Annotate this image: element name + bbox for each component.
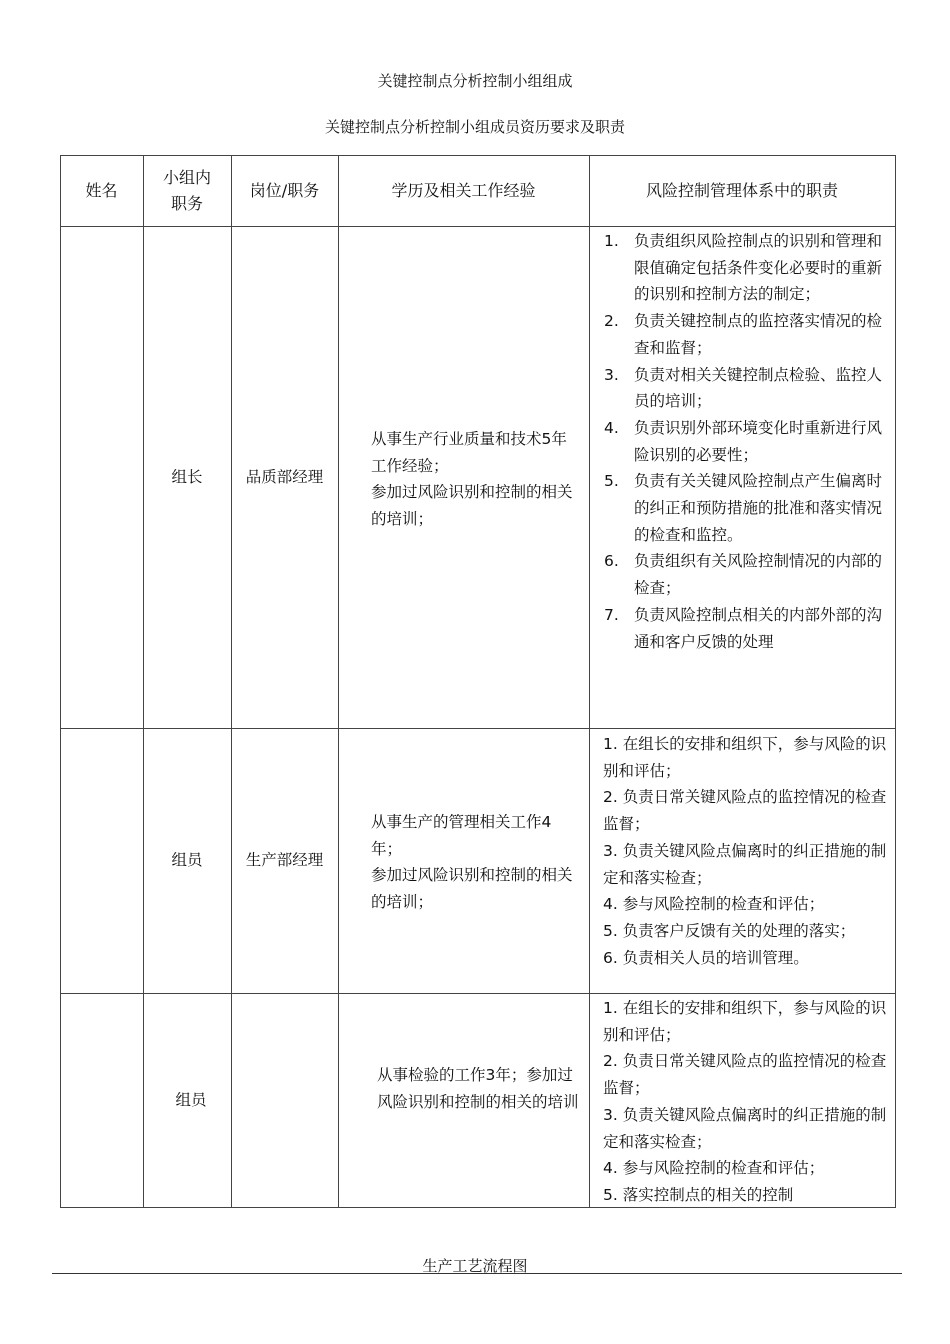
responsibility-list	[603, 731, 889, 992]
list-item: 2. 负责关键控制点的监控落实情况的检查和监督；	[604, 312, 883, 357]
list-item: 1. 负责组织风险控制点的识别和管理和限值确定包括条件变化必要时的重新的识别和控制方法的制定；	[604, 232, 883, 304]
list-item: 5. 落实控制点的相关的控制	[603, 1185, 794, 1204]
member-role: 组员	[171, 851, 203, 870]
header-responsibilities: 风险控制管理体系中的职责	[645, 180, 838, 200]
list-item: 4. 参与风险控制的检查和评估；	[603, 1159, 825, 1178]
list-item: 3. 负责关键风险点偏离时的纠正措施的制定和落实检查；	[603, 841, 887, 887]
responsibility-list	[603, 995, 889, 1206]
header-position: 岗位/职务	[249, 180, 320, 200]
table-title: 关键控制点分析控制小组成员资历要求及职责	[324, 118, 625, 136]
member-position: 生产部经理	[245, 851, 324, 870]
list-item: 7. 负责风险控制点相关的内部外部的沟通和客户反馈的处理	[604, 605, 883, 651]
header-name: 姓名	[85, 180, 118, 200]
list-item: 5. 负责有关关键风险控制点产生偏离时的纠正和预防措施的批准和落实情况的检查和监控。	[604, 472, 883, 544]
member-position: 品质部经理	[245, 467, 324, 486]
member-experience: 从事生产的管理相关工作4年； 参加过风险识别和控制的相关的培训；	[371, 813, 573, 912]
list-item: 1. 在组长的安排和组织下，参与风险的识别和评估；	[603, 999, 887, 1044]
section-heading: 生产工艺流程图	[422, 1257, 528, 1275]
document-title: 关键控制点分析控制小组组成	[377, 72, 573, 90]
member-position	[231, 993, 338, 1207]
member-experience: 从事检验的工作3年；参加过风险识别和控制的相关的培训	[377, 1066, 579, 1111]
list-item: 3. 负责对相关关键控制点检验、监控人员的培训；	[604, 365, 883, 411]
divider	[52, 1273, 902, 1274]
list-item: 6. 负责组织有关风险控制情况的内部的检查；	[604, 552, 883, 598]
list-item: 5. 负责客户反馈有关的处理的落实；	[603, 921, 856, 940]
header-team-role: 小组内 职务	[162, 167, 211, 213]
list-item: 1. 在组长的安排和组织下，参与风险的识别和评估；	[603, 735, 887, 780]
list-item: 2. 负责日常关键风险点的监控情况的检查监督；	[603, 788, 887, 834]
member-name	[60, 993, 143, 1207]
header-experience: 学历及相关工作经验	[391, 180, 536, 200]
list-item: 2. 负责日常关键风险点的监控情况的检查监督；	[603, 1052, 887, 1098]
list-item: 4. 参与风险控制的检查和评估；	[603, 895, 825, 914]
member-name	[60, 226, 143, 728]
member-name	[60, 728, 143, 993]
member-role: 组长	[171, 467, 203, 486]
member-experience: 从事生产行业质量和技术5年工作经验； 参加过风险识别和控制的相关的培训；	[371, 430, 573, 529]
responsibility-list	[604, 228, 888, 724]
member-role: 组员	[175, 1090, 207, 1109]
list-item: 4. 负责识别外部环境变化时重新进行风险识别的必要性；	[604, 418, 883, 464]
list-item: 6. 负责相关人员的培训管理。	[603, 948, 809, 967]
list-item: 3. 负责关键风险点偏离时的纠正措施的制定和落实检查；	[603, 1105, 887, 1151]
